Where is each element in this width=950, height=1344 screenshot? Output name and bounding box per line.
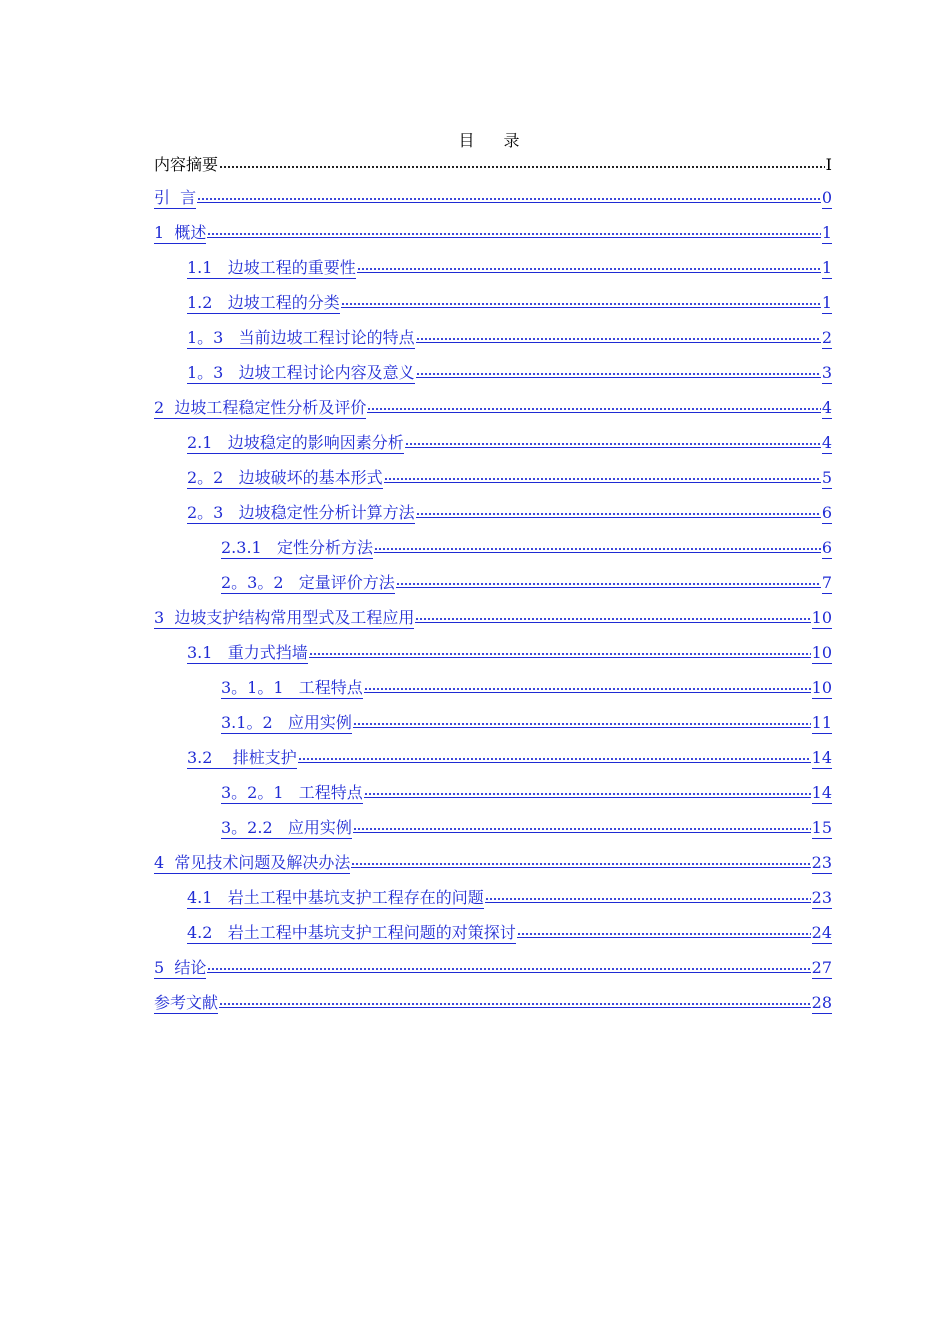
toc-entry-page-number: 14 bbox=[811, 783, 832, 802]
toc-entry-page-number: 27 bbox=[811, 958, 832, 977]
dot-leader bbox=[374, 532, 821, 553]
toc-entry-label: 2.3.1 定性分析方法 bbox=[221, 538, 373, 557]
toc-entry-page-number: I bbox=[825, 155, 832, 174]
toc-entry-link[interactable] bbox=[154, 567, 832, 602]
toc-entry-link[interactable] bbox=[154, 637, 832, 672]
dot-leader bbox=[197, 182, 821, 203]
toc-entry-link[interactable] bbox=[154, 777, 832, 812]
toc-entry-page-number: 5 bbox=[821, 468, 832, 487]
toc-entry-page-number: 3 bbox=[821, 363, 832, 382]
toc-entry-link[interactable] bbox=[154, 812, 832, 847]
toc-entry-label: 4.1 岩土工程中基坑支护工程存在的问题 bbox=[187, 888, 484, 907]
toc-entry-link[interactable] bbox=[154, 252, 832, 287]
toc-entry-label: 5 结论 bbox=[154, 958, 207, 977]
dot-leader bbox=[207, 217, 820, 238]
toc-entry-label: 4.2 岩土工程中基坑支护工程问题的对策探讨 bbox=[187, 923, 516, 942]
toc-entry-page-number: 1 bbox=[821, 293, 832, 312]
toc-entry-link[interactable] bbox=[154, 987, 832, 1022]
toc-entry-link[interactable] bbox=[154, 427, 832, 462]
toc-entry-page-number: 6 bbox=[821, 503, 832, 522]
dot-leader bbox=[353, 812, 811, 833]
toc-entry-label: 3.1 重力式挡墙 bbox=[187, 643, 308, 662]
dot-leader bbox=[396, 567, 821, 588]
toc-entry-label: 1.2 边坡工程的分类 bbox=[187, 293, 340, 312]
toc-entry-page-number: 10 bbox=[811, 643, 832, 662]
toc-entry-label: 3。2。1 工程特点 bbox=[221, 783, 363, 802]
dot-leader bbox=[353, 707, 811, 728]
toc-entry-label: 4 常见技术问题及解决办法 bbox=[154, 853, 351, 872]
dot-leader bbox=[309, 637, 811, 658]
toc-title: 目 录 bbox=[458, 131, 532, 150]
dot-leader bbox=[219, 987, 811, 1008]
dot-leader bbox=[416, 322, 821, 343]
toc-entry-page-number: 4 bbox=[821, 433, 832, 452]
dot-leader bbox=[298, 742, 811, 763]
toc-entry-label: 3.2 排桩支护 bbox=[187, 748, 297, 767]
dot-leader bbox=[416, 497, 821, 518]
dot-leader bbox=[219, 150, 825, 170]
toc-entry-page-number: 23 bbox=[811, 853, 832, 872]
toc-entry-link[interactable] bbox=[154, 217, 832, 252]
toc-entry-link[interactable] bbox=[154, 847, 832, 882]
toc-entry-link[interactable] bbox=[154, 742, 832, 777]
toc-entry-label: 3。1。1 工程特点 bbox=[221, 678, 363, 697]
toc-entry-link[interactable] bbox=[154, 672, 832, 707]
dot-leader bbox=[415, 602, 810, 623]
toc-entry bbox=[154, 150, 832, 182]
toc-entry-page-number: 0 bbox=[821, 188, 832, 207]
dot-leader bbox=[416, 357, 821, 378]
toc-entry-page-number: 1 bbox=[821, 223, 832, 242]
toc-entry-page-number: 15 bbox=[811, 818, 832, 837]
dot-leader bbox=[367, 392, 820, 413]
dot-leader bbox=[364, 672, 811, 693]
toc-entry-page-number: 10 bbox=[811, 608, 832, 627]
toc-entry-label: 2 边坡工程稳定性分析及评价 bbox=[154, 398, 367, 417]
toc-entry-link[interactable] bbox=[154, 532, 832, 567]
toc-entry-label: 1.1 边坡工程的重要性 bbox=[187, 258, 356, 277]
toc-entry-link[interactable] bbox=[154, 952, 832, 987]
toc-entry-label: 2。3 边坡稳定性分析计算方法 bbox=[187, 503, 415, 522]
dot-leader bbox=[351, 847, 810, 868]
toc-entry-label: 引 言 bbox=[154, 188, 197, 207]
toc-entry-link[interactable] bbox=[154, 287, 832, 322]
toc-entry-label: 1。3 当前边坡工程讨论的特点 bbox=[187, 328, 415, 347]
toc-entry-page-number: 2 bbox=[821, 328, 832, 347]
toc-entry-link[interactable] bbox=[154, 707, 832, 742]
toc-entry-page-number: 4 bbox=[821, 398, 832, 417]
toc-entry-page-number: 14 bbox=[811, 748, 832, 767]
toc-entry-link[interactable] bbox=[154, 882, 832, 917]
toc-entry-link[interactable] bbox=[154, 322, 832, 357]
dot-leader bbox=[207, 952, 810, 973]
toc-entry-page-number: 7 bbox=[821, 573, 832, 592]
toc-entry-label: 内容摘要 bbox=[154, 155, 219, 174]
toc-entry-page-number: 28 bbox=[811, 993, 832, 1012]
toc-entry-link[interactable] bbox=[154, 392, 832, 427]
toc-entry-page-number: 1 bbox=[821, 258, 832, 277]
dot-leader bbox=[364, 777, 811, 798]
toc-entry-link[interactable] bbox=[154, 462, 832, 497]
dot-leader bbox=[341, 287, 821, 308]
table-of-contents bbox=[154, 150, 832, 1022]
toc-entry-label: 1 概述 bbox=[154, 223, 207, 242]
toc-entry-label: 3.1。2 应用实例 bbox=[221, 713, 352, 732]
dot-leader bbox=[405, 427, 821, 448]
toc-entry-label: 3。2.2 应用实例 bbox=[221, 818, 352, 837]
toc-entry-label: 2。3。2 定量评价方法 bbox=[221, 573, 395, 592]
toc-entry-page-number: 23 bbox=[811, 888, 832, 907]
toc-entry-link[interactable] bbox=[154, 182, 832, 217]
toc-entry-page-number: 11 bbox=[811, 713, 832, 732]
toc-entry-label: 1。3 边坡工程讨论内容及意义 bbox=[187, 363, 415, 382]
toc-entry-link[interactable] bbox=[154, 917, 832, 952]
toc-entry-link[interactable] bbox=[154, 497, 832, 532]
toc-entry-link[interactable] bbox=[154, 602, 832, 637]
toc-entry-page-number: 24 bbox=[811, 923, 832, 942]
toc-entry-page-number: 10 bbox=[811, 678, 832, 697]
toc-entry-page-number: 6 bbox=[821, 538, 832, 557]
toc-entry-label: 参考文献 bbox=[154, 993, 219, 1012]
toc-entry-label: 2。2 边坡破坏的基本形式 bbox=[187, 468, 383, 487]
toc-entry-label: 3 边坡支护结构常用型式及工程应用 bbox=[154, 608, 415, 627]
toc-entry-link[interactable] bbox=[154, 357, 832, 392]
toc-entry-label: 2.1 边坡稳定的影响因素分析 bbox=[187, 433, 404, 452]
dot-leader bbox=[357, 252, 821, 273]
dot-leader bbox=[485, 882, 811, 903]
dot-leader bbox=[517, 917, 811, 938]
dot-leader bbox=[384, 462, 821, 483]
